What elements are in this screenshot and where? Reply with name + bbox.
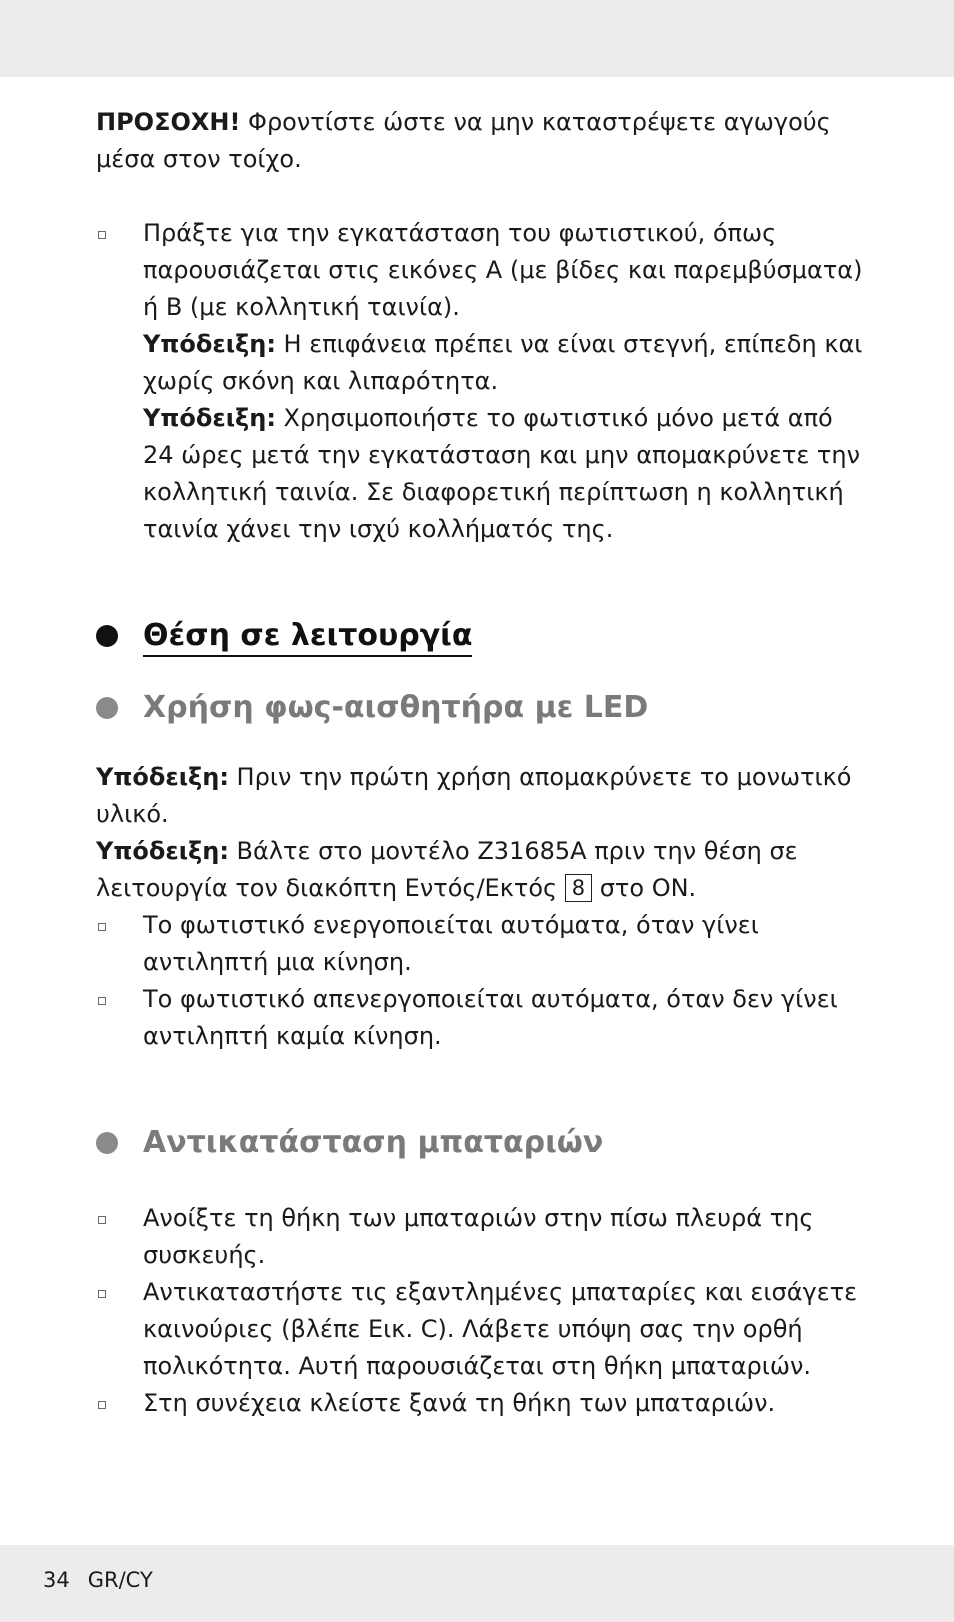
list-item bbox=[96, 907, 866, 981]
page-footer bbox=[43, 1566, 153, 1594]
sensor-hint-2 bbox=[96, 833, 866, 907]
list-item-text: Το φωτιστικό απενεργοποιείται αυτόματα, όταν δεν γίνει αντιληπτή καμία κίνηση. bbox=[143, 985, 838, 1050]
hint-label: Υπόδειξη: bbox=[96, 837, 229, 865]
install-hint-1 bbox=[143, 326, 866, 400]
hint-label: Υπόδειξη: bbox=[96, 763, 229, 791]
checkbox-square-icon bbox=[98, 1290, 106, 1298]
list-item-text: Στη συνέχεια κλείστε ξανά τη θήκη των μπαταριών. bbox=[143, 1389, 776, 1417]
section-heading-sensor bbox=[96, 688, 866, 728]
list-item-text: Αντικαταστήστε τις εξαντλημένες μπαταρίες και εισάγετε καινούριες (βλέπε Εικ. C). Λάβετε υπόψη σας την ορθή πολικότητα. Αυτή παρουσιάζεται στη θήκη μπαταριών. bbox=[143, 1278, 858, 1380]
section-title: Χρήση φως-αισθητήρα με LED bbox=[143, 690, 649, 725]
warning-label: ΠΡΟΣΟΧΗ! bbox=[96, 108, 241, 136]
bullet-dot-icon bbox=[96, 625, 118, 647]
install-step-text: Πράξτε για την εγκατάσταση του φωτιστικού, όπως παρουσιάζεται στις εικόνες A (με βίδες και παρεμβύσματα) ή B (με κολλητική ταινία). bbox=[143, 219, 863, 321]
list-item bbox=[96, 981, 866, 1055]
hint-text: Βάλτε στο μοντέλο Z31685A πριν την θέση σε λειτουργία τον διακόπτη Εντός/Εκτός bbox=[96, 837, 798, 902]
list-item bbox=[96, 1200, 866, 1274]
section-heading-battery bbox=[96, 1123, 866, 1163]
hint-label: Υπόδειξη: bbox=[143, 404, 276, 432]
hint-text: Η επιφάνεια πρέπει να είναι στεγνή, επίπεδη και χωρίς σκόνη και λιπαρότητα. bbox=[143, 330, 863, 395]
list-item-text: Ανοίξτε τη θήκη των μπαταριών στην πίσω πλευρά της συσκευής. bbox=[143, 1204, 814, 1269]
section-title: Θέση σε λειτουργία bbox=[143, 618, 472, 657]
region-label: GR/CY bbox=[87, 1568, 153, 1592]
hint-label: Υπόδειξη: bbox=[143, 330, 276, 358]
warning-text: Φροντίστε ώστε να μην καταστρέψετε αγωγούς μέσα στον τοίχο. bbox=[96, 108, 831, 173]
part-reference-box: 8 bbox=[565, 874, 592, 902]
sensor-hint-1 bbox=[96, 759, 866, 833]
hint-text: Χρησιμοποιήστε το φωτιστικό μόνο μετά από 24 ώρες μετά την εγκατάσταση και μην απομακρύνετε την κολλητική ταινία. Σε διαφορετική περίπτωση η κολλητική ταινία χάνει την ισχύ κολλήματός της. bbox=[143, 404, 860, 543]
bullet-dot-icon bbox=[96, 697, 118, 719]
hint-text: Πριν την πρώτη χρήση απομακρύνετε το μονωτικό υλικό. bbox=[96, 763, 852, 828]
list-item bbox=[96, 1274, 866, 1385]
bullet-dot-icon bbox=[96, 1132, 118, 1154]
checkbox-square-icon bbox=[98, 231, 106, 239]
checkbox-square-icon bbox=[98, 1216, 106, 1224]
warning-paragraph bbox=[96, 104, 866, 178]
checkbox-square-icon bbox=[98, 923, 106, 931]
install-step bbox=[96, 215, 866, 548]
section-heading-operation bbox=[96, 616, 866, 656]
page-content bbox=[96, 104, 866, 1422]
list-item bbox=[96, 1385, 866, 1422]
install-hint-2 bbox=[143, 400, 866, 548]
top-margin-band bbox=[0, 0, 954, 77]
checkbox-square-icon bbox=[98, 1401, 106, 1409]
hint-text-end: στο ON. bbox=[592, 874, 697, 902]
section-title: Αντικατάσταση μπαταριών bbox=[143, 1125, 604, 1160]
page-number: 34 bbox=[43, 1568, 70, 1592]
checkbox-square-icon bbox=[98, 997, 106, 1005]
list-item-text: Το φωτιστικό ενεργοποιείται αυτόματα, όταν γίνει αντιληπτή μια κίνηση. bbox=[143, 911, 759, 976]
